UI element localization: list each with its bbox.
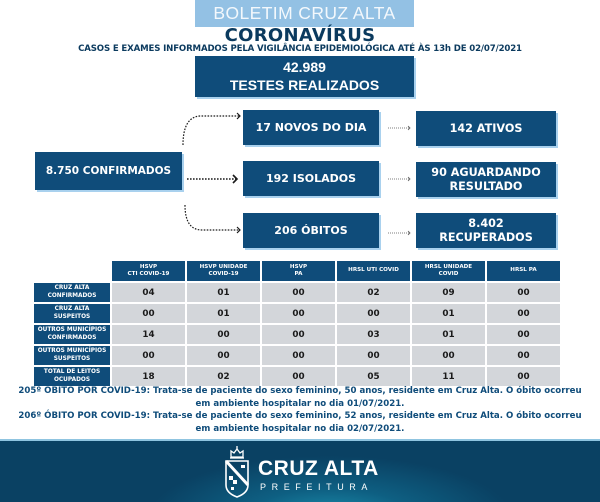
table-cell: 03 <box>337 325 410 344</box>
table-header-row <box>34 261 560 281</box>
table-cell: 00 <box>487 304 560 323</box>
table-cell: 04 <box>112 283 185 302</box>
brand-name: CRUZ ALTA <box>258 457 379 480</box>
table-cell: 00 <box>187 346 260 365</box>
table-row <box>34 367 560 386</box>
table-row <box>34 283 560 302</box>
death-note-206-line2: em ambiente hospitalar no dia 02/07/2021. <box>195 423 405 434</box>
arrowhead-icon <box>233 175 237 183</box>
new-today-label: 17 NOVOS DO DIA <box>255 120 367 134</box>
hospital-beds-table <box>32 259 562 388</box>
table-corner <box>34 261 110 281</box>
table-cell: 01 <box>412 325 485 344</box>
active-box <box>416 111 556 146</box>
table-cell: 02 <box>337 283 410 302</box>
death-notes <box>0 385 600 435</box>
city-coat-of-arms-icon <box>222 445 252 500</box>
table-cell: 11 <box>412 367 485 386</box>
report-caption: CASOS E EXAMES INFORMADOS PELA VIGILÂNCIA EPIDEMIOLÓGICA ATÉ ÀS 13h DE 02/07/2021 <box>78 44 522 54</box>
isolated-box <box>243 161 379 196</box>
table-cell: 00 <box>262 325 335 344</box>
row-label: CRUZ ALTA CONFIRMADOS <box>34 283 110 302</box>
table-cell: 00 <box>337 346 410 365</box>
table-cell: 00 <box>262 367 335 386</box>
row-label: OUTROS MUNICÍPIOS CONFIRMADOS <box>34 325 110 344</box>
death-note-206-line1: 206º ÓBITO POR COVID-19: Trata-se de paciente do sexo feminino, 52 anos, residente em Cruz Alta. O óbito ocorreu <box>18 411 582 422</box>
brand-subtitle: PREFEITURA <box>260 482 374 492</box>
table-cell: 01 <box>187 283 260 302</box>
table-cell: 00 <box>112 346 185 365</box>
page-subtitle: CORONAVÍRUS <box>224 25 376 46</box>
recovered-label: RECUPERADOS <box>439 230 533 244</box>
recovered-box <box>416 213 556 248</box>
tests-label: TESTES REALIZADOS <box>229 76 380 93</box>
table-cell: 00 <box>337 304 410 323</box>
table-cell: 09 <box>412 283 485 302</box>
table-cell: 01 <box>187 304 260 323</box>
arrow-to-new-today <box>183 116 240 145</box>
column-header: HSVP CTI COVID-19 <box>112 261 185 281</box>
column-header: HRSL UTI COVID <box>337 261 410 281</box>
table-row <box>34 325 560 344</box>
table-cell: 14 <box>112 325 185 344</box>
awaiting-label-line1: 90 AGUARDANDO <box>431 166 541 180</box>
column-header: HRSL UNIDADE COVID <box>412 261 485 281</box>
awaiting-results-box <box>416 162 556 197</box>
column-header: HSVP PA <box>262 261 335 281</box>
table-cell: 00 <box>412 346 485 365</box>
table-row <box>34 304 560 323</box>
table-cell: 00 <box>262 346 335 365</box>
deaths-label: 206 ÓBITOS <box>274 223 348 237</box>
arrowhead-icon <box>237 113 240 119</box>
deaths-box <box>243 213 379 248</box>
arrowhead-icon <box>237 227 240 233</box>
table-cell: 00 <box>187 325 260 344</box>
bulletin-title: BOLETIM CRUZ ALTA <box>195 0 414 27</box>
tests-count: 42.989 <box>283 59 326 75</box>
column-header: HRSL PA <box>487 261 560 281</box>
table-cell: 00 <box>112 304 185 323</box>
new-today-box <box>243 110 379 145</box>
table-cell: 00 <box>262 283 335 302</box>
row-label: CRUZ ALTA SUSPEITOS <box>34 304 110 323</box>
table-cell: 00 <box>487 346 560 365</box>
row-label: TOTAL DE LEITOS OCUPADOS <box>34 367 110 386</box>
confirmed-cases-label: 8.750 CONFIRMADOS <box>45 164 172 177</box>
table-cell: 00 <box>487 283 560 302</box>
table-cell: 02 <box>187 367 260 386</box>
table-cell: 00 <box>262 304 335 323</box>
death-note-205-line2: em ambiente hospitalar no dia 01/07/2021. <box>195 398 405 409</box>
table-row <box>34 346 560 365</box>
death-note-205-line1: 205º ÓBITO POR COVID-19: Trata-se de paciente do sexo feminino, 50 anos, residente em Cruz Alta. O óbito ocorreu <box>18 386 582 396</box>
column-header: HSVP UNIDADE COVID-19 <box>187 261 260 281</box>
recovered-count: 8.402 <box>468 217 504 231</box>
active-label: 142 ATIVOS <box>449 121 523 135</box>
table-cell: 18 <box>112 367 185 386</box>
tests-performed-box <box>195 56 414 97</box>
table-cell: 00 <box>487 367 560 386</box>
isolated-label: 192 ISOLADOS <box>265 171 357 185</box>
arrow-to-deaths <box>185 205 240 230</box>
table-cell: 01 <box>412 304 485 323</box>
table-cell: 05 <box>337 367 410 386</box>
awaiting-label-line2: RESULTADO <box>449 179 523 193</box>
table-cell: 00 <box>487 325 560 344</box>
confirmed-cases-box <box>35 152 182 190</box>
row-label: OUTROS MUNICÍPIOS SUSPEITOS <box>34 346 110 365</box>
